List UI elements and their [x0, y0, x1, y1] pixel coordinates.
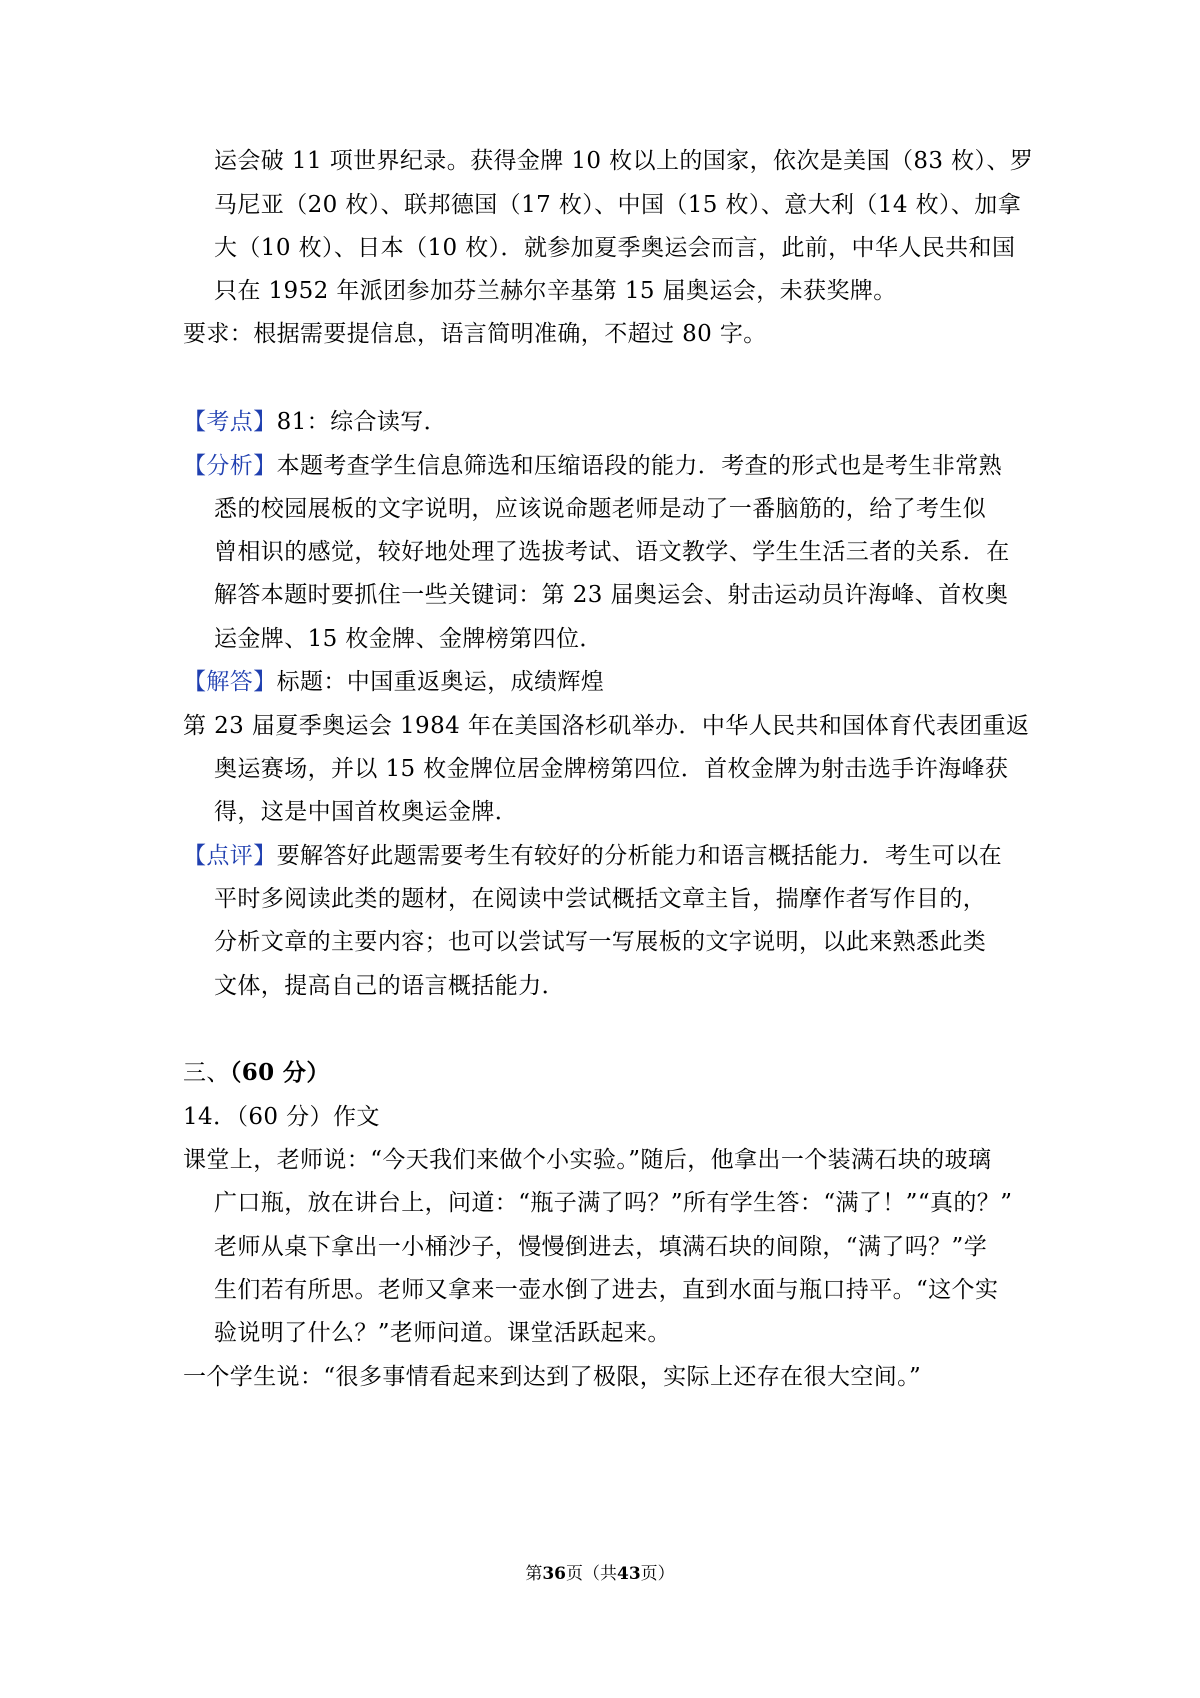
fenxi-line-5: 运金牌、15 枚金牌、金牌榜第四位．: [214, 626, 603, 652]
dianping-tag: 【点评】: [183, 843, 277, 869]
requirement-line: 要求：根据需要提信息，语言简明准确，不超过 80 字。: [183, 321, 767, 347]
dianping-line-4: 文体，提高自己的语言概括能力．: [214, 973, 565, 999]
essay-prompt-line-1: 课堂上，老师说：“今天我们来做个小实验。”随后，他拿出一个装满石块的玻璃: [183, 1147, 992, 1173]
dianping-line-1: [183, 841, 1002, 871]
material-line-1: 运会破 11 项世界纪录。获得金牌 10 枚以上的国家，依次是美国（83 枚）、罗: [214, 148, 1034, 174]
essay-prompt-line-2: 广口瓶，放在讲台上，问道：“瓶子满了吗？”所有学生答：“满了！”“真的？”: [214, 1190, 1013, 1216]
fenxi-line-3: 曾相识的感觉，较好地处理了选拔考试、语文教学、学生生活三者的关系．在: [214, 539, 1010, 565]
section-heading-score: （60 分）: [229, 1059, 330, 1086]
jieda-line-1: [183, 667, 604, 697]
essay-prompt-line-6: 一个学生说：“很多事情看起来到达到了极限，实际上还存在很大空间。”: [183, 1364, 922, 1390]
footer-page-number: 36: [542, 1564, 566, 1584]
fenxi-line-1: [183, 451, 1002, 481]
material-line-3: 大（10 枚）、日本（10 枚）．就参加夏季奥运会而言，此前，中华人民共和国: [214, 235, 1016, 261]
dianping-first-text: 要解答好此题需要考生有较好的分析能力和语言概括能力．考生可以在: [276, 843, 1003, 869]
footer-prefix: 第: [525, 1564, 543, 1584]
fenxi-line-4: 解答本题时要抓住一些关键词：第 23 届奥运会、射击运动员许海峰、首枚奥: [214, 582, 1009, 608]
material-line-4: 只在 1952 年派团参加芬兰赫尔辛基第 15 届奥运会，未获奖牌。: [214, 278, 897, 304]
material-line-2: 马尼亚（20 枚）、联邦德国（17 枚）、中国（15 枚）、意大利（14 枚）、加拿: [214, 192, 1022, 218]
kaodian-text: 81：综合读写．: [276, 409, 448, 435]
jieda-body-line-1: 第 23 届夏季奥运会 1984 年在美国洛杉矶举办．中华人民共和国体育代表团重返: [183, 713, 1030, 739]
jieda-title: 标题：中国重返奥运，成绩辉煌: [276, 669, 605, 695]
dianping-line-3: 分析文章的主要内容；也可以尝试写一写展板的文字说明，以此来熟悉此类: [214, 929, 987, 955]
dianping-line-2: 平时多阅读此类的题材，在阅读中尝试概括文章主旨，揣摩作者写作目的，: [214, 886, 987, 912]
fenxi-line-2: 悉的校园展板的文字说明，应该说命题老师是动了一番脑筋的，给了考生似: [214, 496, 987, 522]
footer-suffix: 页）: [640, 1564, 675, 1584]
jieda-tag: 【解答】: [183, 669, 277, 695]
question-14-header: 14．（60 分）作文: [183, 1104, 380, 1130]
section-heading: [183, 1058, 330, 1088]
essay-prompt-line-5: 验说明了什么？”老师问道。课堂活跃起来。: [214, 1320, 671, 1346]
kaodian-tag: 【考点】: [183, 409, 277, 435]
footer-middle: 页（共: [566, 1564, 617, 1584]
kaodian-line: [183, 407, 447, 437]
essay-prompt-line-3: 老师从桌下拿出一小桶沙子，慢慢倒进去，填满石块的间隙，“满了吗？”学: [214, 1234, 988, 1260]
jieda-body-line-2: 奥运赛场，并以 15 枚金牌位居金牌榜第四位．首枚金牌为射击选手许海峰获: [214, 756, 1009, 782]
page-footer: [0, 1562, 1200, 1586]
essay-prompt-line-4: 生们若有所思。老师又拿来一壶水倒了进去，直到水面与瓶口持平。“这个实: [214, 1277, 999, 1303]
section-heading-prefix: 三、: [183, 1060, 230, 1086]
fenxi-tag: 【分析】: [183, 453, 277, 479]
footer-total-pages: 43: [617, 1564, 641, 1584]
jieda-body-line-3: 得，这是中国首枚奥运金牌．: [214, 799, 519, 825]
fenxi-first-text: 本题考查学生信息筛选和压缩语段的能力．考查的形式也是考生非常熟: [276, 453, 1003, 479]
